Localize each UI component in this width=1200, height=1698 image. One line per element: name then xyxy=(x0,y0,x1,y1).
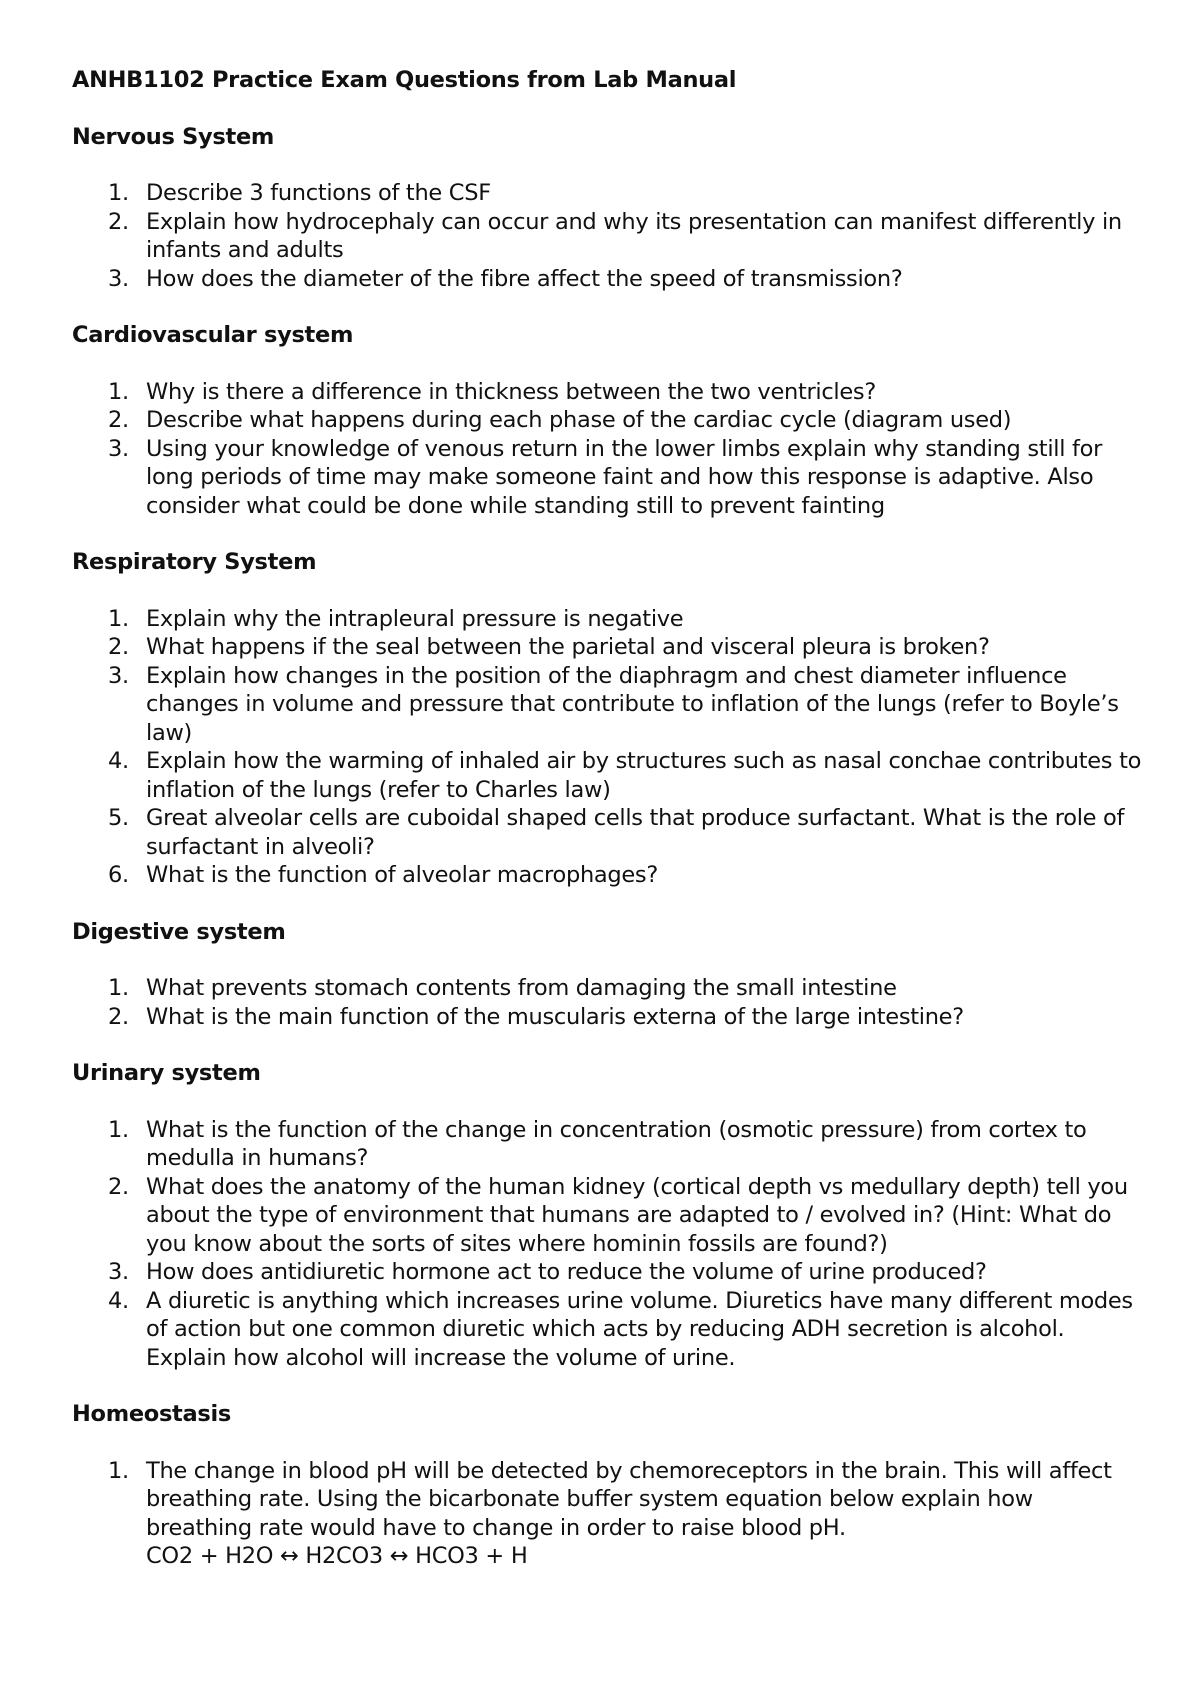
section-digestive-system xyxy=(72,918,1142,1032)
question-number: 2. xyxy=(108,208,129,235)
section-heading: Digestive system xyxy=(72,918,286,945)
question-number: 5. xyxy=(108,805,129,831)
question-item xyxy=(72,747,1142,804)
section-heading: Respiratory System xyxy=(72,549,317,575)
document-page xyxy=(72,66,1142,1599)
question-text: Why is there a difference in thickness between the two ventricles? xyxy=(146,378,876,405)
question-number: 4. xyxy=(108,1287,129,1314)
question-number: 6. xyxy=(108,862,129,888)
question-number: 3. xyxy=(108,265,129,292)
question-item xyxy=(72,1287,1142,1373)
question-number: 1. xyxy=(108,180,129,206)
question-number: 2. xyxy=(108,1173,129,1200)
question-item xyxy=(72,435,1142,521)
question-item xyxy=(72,265,1142,294)
question-number: 1. xyxy=(108,605,129,632)
question-text: Describe 3 functions of the CSF xyxy=(146,180,491,206)
question-text: How does antidiuretic hormone act to reduce the volume of urine produced? xyxy=(146,1259,987,1285)
section-heading: Homeostasis xyxy=(72,1401,231,1427)
question-text: Using your knowledge of venous return in the lower limbs explain why standing still for long periods of time may make someone faint and how this response is adaptive. Also consider what could be done while standing still to prevent fainting xyxy=(146,435,1103,519)
question-text: Explain how hydrocephaly can occur and why its presentation can manifest differently in infants and adults xyxy=(146,208,1122,263)
question-text: Explain why the intrapleural pressure is negative xyxy=(146,605,684,632)
question-text: The change in blood pH will be detected by chemoreceptors in the brain. This will affect breathing rate. Using the bicarbonate buffer system equation below explain how breathing rate would have to change in order to raise blood pH. xyxy=(146,1457,1112,1541)
question-text: What does the anatomy of the human kidney (cortical depth vs medullary depth) tell you about the type of environment that humans are adapted to / evolved in? (Hint: What do you know about the sorts of sites where hominin fossils are found?) xyxy=(146,1173,1128,1257)
question-item xyxy=(72,662,1142,748)
bicarbonate-equation: CO2 + H2O ↔ H2CO3 ↔ HCO3 + H xyxy=(146,1543,528,1569)
question-text: How does the diameter of the fibre affect the speed of transmission? xyxy=(146,265,903,292)
section-respiratory-system xyxy=(72,548,1142,890)
question-number: 2. xyxy=(108,407,129,433)
question-text: A diuretic is anything which increases urine volume. Diuretics have many different modes of action but one common diuretic which acts by reducing ADH secretion is alcohol. Explain how alcohol will increase the volume of urine. xyxy=(146,1287,1133,1371)
question-list xyxy=(72,1116,1142,1373)
question-number: 2. xyxy=(108,1003,129,1030)
question-list xyxy=(72,378,1142,521)
question-item xyxy=(72,1116,1142,1173)
question-text: What prevents stomach contents from damaging the small intestine xyxy=(146,975,897,1001)
question-text: Describe what happens during each phase of the cardiac cycle (diagram used) xyxy=(146,407,1012,433)
question-number: 1. xyxy=(108,378,129,405)
section-heading: Urinary system xyxy=(72,1060,261,1086)
question-list xyxy=(72,974,1142,1031)
question-list xyxy=(72,605,1142,890)
question-list xyxy=(72,179,1142,293)
question-number: 3. xyxy=(108,435,129,462)
section-nervous-system xyxy=(72,123,1142,294)
question-text: Explain how the warming of inhaled air by structures such as nasal conchae contributes to inflation of the lungs (refer to Charles law) xyxy=(146,748,1142,803)
question-item xyxy=(72,1173,1142,1259)
question-item xyxy=(72,974,1142,1003)
question-number: 1. xyxy=(108,975,129,1001)
question-number: 3. xyxy=(108,662,129,689)
section-urinary-system xyxy=(72,1059,1142,1372)
question-item xyxy=(72,208,1142,265)
question-text: Explain how changes in the position of the diaphragm and chest diameter influence changes in volume and pressure that contribute to inflation of the lungs (refer to Boyle’s law) xyxy=(146,662,1119,746)
document-title: ANHB1102 Practice Exam Questions from Lab Manual xyxy=(72,67,737,93)
question-item xyxy=(72,804,1142,861)
question-number: 3. xyxy=(108,1259,129,1285)
question-item xyxy=(72,378,1142,407)
question-item xyxy=(72,633,1142,662)
question-text: What is the main function of the muscularis externa of the large intestine? xyxy=(146,1003,964,1030)
question-item xyxy=(72,1258,1142,1287)
question-item xyxy=(72,1003,1142,1032)
question-item xyxy=(72,605,1142,634)
section-cardiovascular-system xyxy=(72,321,1142,520)
question-number: 1. xyxy=(108,1457,129,1484)
question-text: What is the function of the change in concentration (osmotic pressure) from cortex to medulla in humans? xyxy=(146,1116,1087,1171)
question-item xyxy=(72,861,1142,890)
question-number: 2. xyxy=(108,634,129,660)
section-homeostasis xyxy=(72,1400,1142,1571)
question-number: 1. xyxy=(108,1116,129,1143)
question-item xyxy=(72,179,1142,208)
question-item xyxy=(72,406,1142,435)
question-number: 4. xyxy=(108,748,129,774)
question-text: What is the function of alveolar macrophages? xyxy=(146,862,658,888)
question-list xyxy=(72,1457,1142,1571)
question-text: What happens if the seal between the parietal and visceral pleura is broken? xyxy=(146,634,990,660)
question-item xyxy=(72,1457,1142,1571)
section-heading: Nervous System xyxy=(72,123,275,150)
section-heading: Cardiovascular system xyxy=(72,322,354,348)
question-text: Great alveolar cells are cuboidal shaped cells that produce surfactant. What is the role of surfactant in alveoli? xyxy=(146,805,1125,860)
